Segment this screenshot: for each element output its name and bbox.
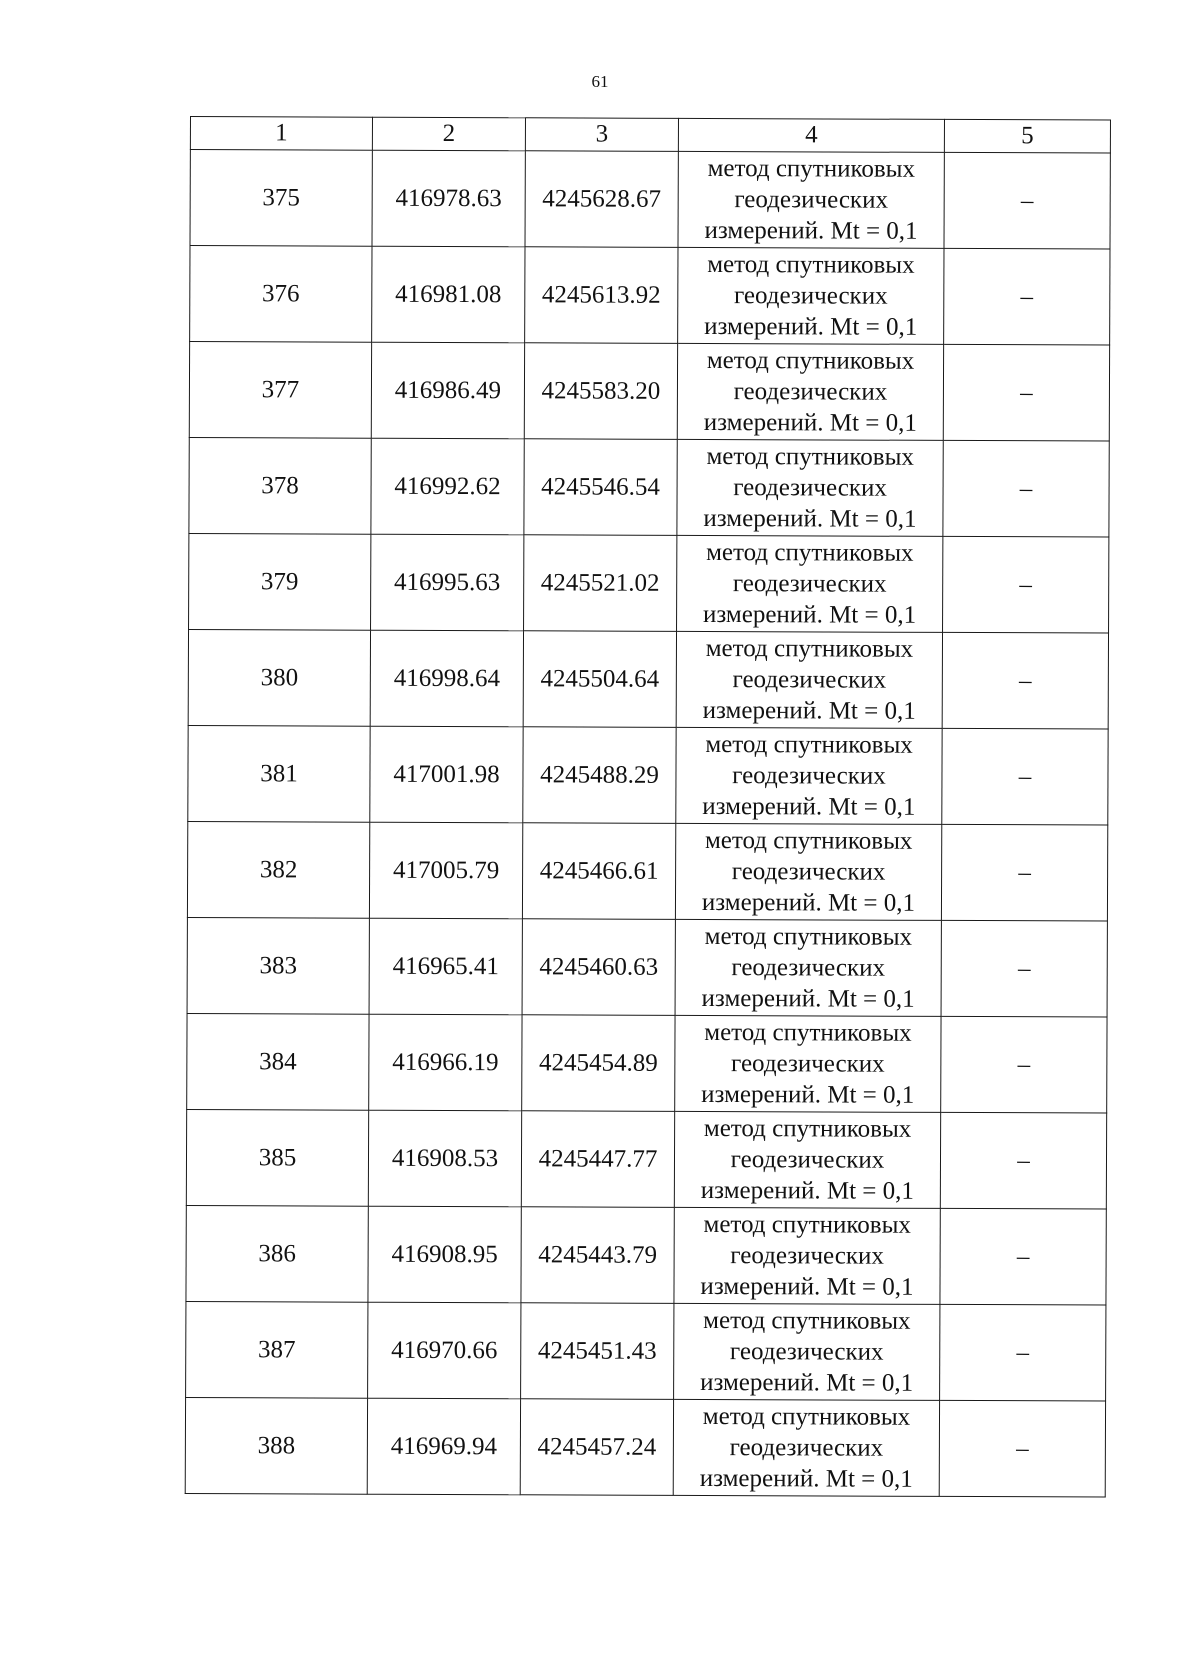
method-line: метод спутниковых [703,1114,912,1143]
column-header-4: 4 [678,118,944,152]
method-line: геодезических [734,186,889,214]
method-line: измерений. Mt = 0,1 [700,1272,914,1301]
method-line: метод спутниковых [704,922,913,951]
method-line: геодезических [730,1242,884,1270]
x-coordinate-cell: 416970.66 [368,1302,521,1399]
method-line: измерений. Mt = 0,1 [700,1368,914,1397]
method-line: метод спутниковых [705,730,913,759]
point-number-cell: 379 [189,533,371,630]
note-cell: – [944,248,1110,345]
method-cell [673,1399,939,1496]
method-line: геодезических [732,570,887,598]
y-coordinate-cell: 4245460.63 [522,919,675,1016]
method-line: метод спутниковых [704,1018,912,1047]
x-coordinate-cell: 416986.49 [371,342,524,439]
x-coordinate-cell: 416992.62 [371,438,524,535]
point-number-cell: 381 [188,725,370,822]
method-line: измерений. Mt = 0,1 [699,1464,913,1493]
note-cell: – [941,920,1107,1017]
note-cell: – [940,1112,1106,1209]
method-line: измерений. Mt = 0,1 [704,216,918,245]
y-coordinate-cell: 4245504.64 [523,631,676,728]
x-coordinate-cell: 416981.08 [372,246,525,343]
method-line: геодезических [729,1338,884,1366]
note-cell: – [940,1208,1106,1305]
method-cell [674,1111,940,1208]
column-header-3: 3 [525,118,678,152]
note-cell: – [940,1304,1106,1401]
method-line: измерений. Mt = 0,1 [701,984,915,1013]
y-coordinate-cell: 4245546.54 [524,439,677,536]
x-coordinate-cell: 417005.79 [369,822,522,919]
method-line: измерений. Mt = 0,1 [704,312,918,341]
table-body [185,150,1110,1498]
method-cell [675,1015,941,1112]
table-row [190,246,1110,346]
table-row [190,150,1110,250]
note-cell: – [941,824,1107,921]
table-row [189,437,1109,537]
point-number-cell: 382 [187,821,369,918]
method-cell [674,1303,940,1400]
table-row [188,725,1108,825]
method-cell [674,1207,940,1304]
method-line: метод спутниковых [707,154,916,183]
method-line: геодезических [732,666,887,694]
table-row [186,1205,1106,1305]
point-number-cell: 380 [188,629,370,726]
method-cell [678,151,944,248]
point-number-cell: 376 [190,246,372,343]
method-line: метод спутниковых [703,1210,912,1239]
point-number-cell: 387 [186,1301,368,1398]
x-coordinate-cell: 416998.64 [370,630,523,727]
method-line: метод спутниковых [704,826,913,855]
method-cell [677,343,943,440]
method-line: геодезических [732,762,886,790]
method-line: метод спутниковых [705,634,914,663]
method-line: измерений. Mt = 0,1 [703,504,917,533]
method-line: метод спутниковых [703,1306,911,1335]
method-line: измерений. Mt = 0,1 [701,1080,915,1109]
method-line: метод спутниковых [706,538,914,567]
method-line: геодезических [731,858,886,886]
method-line: измерений. Mt = 0,1 [700,1176,914,1205]
method-line: геодезических [731,954,886,982]
method-line: метод спутниковых [706,346,915,375]
table-row [187,917,1107,1017]
method-cell [677,535,943,632]
method-line: метод спутниковых [702,1402,911,1431]
note-cell: – [941,1016,1107,1113]
point-number-cell: 375 [190,150,372,247]
y-coordinate-cell: 4245454.89 [522,1015,675,1112]
note-cell: – [944,152,1110,249]
y-coordinate-cell: 4245613.92 [525,247,678,344]
method-cell [677,439,943,536]
column-header-5: 5 [944,119,1110,153]
method-cell [678,247,944,344]
table-header-row [190,117,1110,154]
y-coordinate-cell: 4245443.79 [521,1207,674,1304]
method-line: измерений. Mt = 0,1 [703,408,917,437]
x-coordinate-cell: 416969.94 [367,1398,520,1495]
method-line: измерений. Mt = 0,1 [702,600,917,629]
method-line: геодезических [730,1146,885,1174]
y-coordinate-cell: 4245521.02 [524,535,677,632]
point-number-cell: 383 [187,917,369,1014]
y-coordinate-cell: 4245447.77 [521,1111,674,1208]
method-line: геодезических [731,1050,885,1078]
x-coordinate-cell: 416965.41 [369,918,522,1015]
point-number-cell: 388 [185,1397,367,1494]
page-number: 61 [591,72,609,91]
table-row [186,1301,1106,1401]
column-header-1: 1 [190,117,372,151]
note-cell: – [943,536,1109,633]
method-line: метод спутниковых [706,442,914,471]
table-row [187,821,1107,921]
method-cell [676,727,942,824]
note-cell: – [943,440,1109,537]
table-row [189,342,1109,442]
x-coordinate-cell: 416908.53 [368,1110,521,1207]
y-coordinate-cell: 4245451.43 [521,1303,674,1400]
method-line: измерений. Mt = 0,1 [702,792,916,821]
column-header-2: 2 [372,117,525,151]
x-coordinate-cell: 416966.19 [369,1014,522,1111]
note-cell: – [942,728,1108,825]
method-line: измерений. Mt = 0,1 [701,888,916,917]
x-coordinate-cell: 417001.98 [370,726,523,823]
table-row [186,1109,1106,1209]
y-coordinate-cell: 4245466.61 [522,823,675,920]
method-line: геодезических [733,282,888,310]
point-number-cell: 385 [186,1109,368,1206]
note-cell: – [942,632,1108,729]
y-coordinate-cell: 4245457.24 [520,1399,673,1496]
y-coordinate-cell: 4245583.20 [524,343,677,440]
table-row [188,629,1108,729]
point-number-cell: 377 [189,342,371,439]
method-line: геодезических [733,378,888,406]
method-line: геодезических [729,1434,884,1462]
method-line: метод спутниковых [707,250,915,279]
method-cell [675,919,941,1016]
y-coordinate-cell: 4245628.67 [525,151,678,248]
method-line: измерений. Mt = 0,1 [702,696,916,725]
method-cell [675,823,941,920]
method-line: геодезических [733,474,887,502]
table-row [185,1397,1105,1497]
note-cell: – [943,344,1109,441]
note-cell: – [939,1400,1105,1497]
x-coordinate-cell: 416995.63 [371,534,524,631]
x-coordinate-cell: 416978.63 [372,150,525,247]
coordinates-table [185,116,1111,1498]
point-number-cell: 386 [186,1205,368,1302]
table-row [187,1013,1107,1113]
method-cell [676,631,942,728]
y-coordinate-cell: 4245488.29 [523,727,676,824]
point-number-cell: 378 [189,437,371,534]
x-coordinate-cell: 416908.95 [368,1206,521,1303]
point-number-cell: 384 [187,1013,369,1110]
table-row [189,533,1109,633]
